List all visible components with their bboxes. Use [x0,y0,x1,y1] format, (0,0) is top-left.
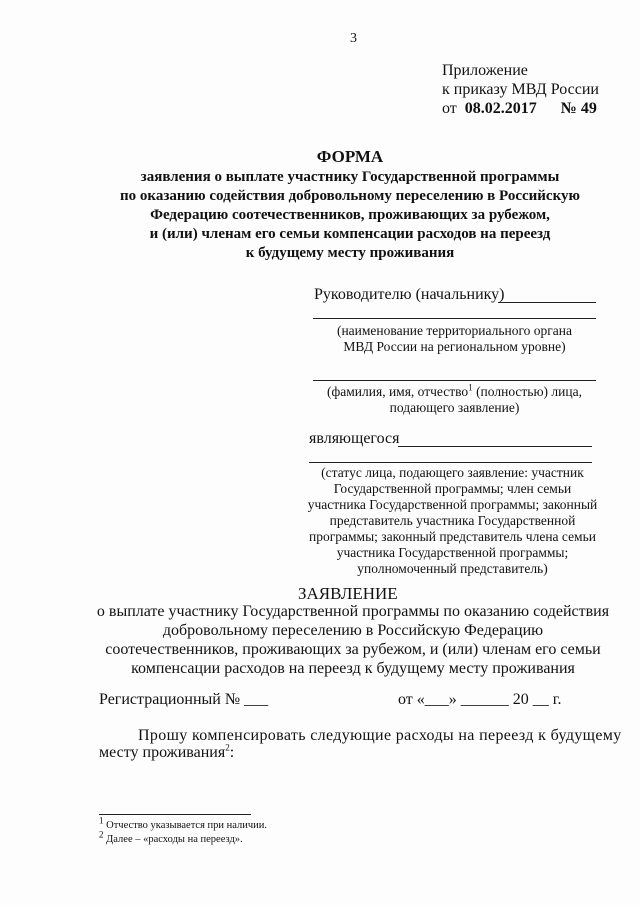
footnote-divider [99,814,251,815]
statement-line: соотечественников, проживающих за рубежом, и (или) членам его семьи [105,641,601,658]
request-line: Прошу компенсировать следующие расходы на переезд к будущему [138,727,622,744]
addressee-caption [313,323,596,355]
applicant-caption-line: подающего заявление) [389,400,520,415]
form-subtitle-line: заявления о выплате участнику Государственной программы [140,169,560,185]
appendix-number: № 49 [560,100,597,117]
form-subtitle-line: и (или) членам его семьи компенсации расходов на переезд [149,226,551,242]
appendix-date-line [442,100,597,118]
form-subtitle-line: Федерацию соотечественников, проживающих за рубежом, [150,207,550,223]
status-field-line[interactable] [309,462,592,463]
addressee-caption-line: МВД России на региональном уровне) [343,339,566,354]
registration-number [99,691,268,709]
registration-label: Регистрационный № [99,691,241,708]
form-subtitle-line: к будущему месту проживания [245,245,455,261]
appendix-title: Приложение [442,62,528,79]
statement-title: ЗАЯВЛЕНИЕ [298,584,398,603]
form-heading: ФОРМА [316,147,384,166]
status-caption [305,465,600,577]
applicant-caption-text: (фамилия, имя, отчество [327,384,469,399]
page-number: 3 [350,31,357,46]
applicant-caption [313,384,596,416]
status-caption-line: (статус лица, подающего заявление: участник [321,465,584,480]
applicant-caption-line [313,384,596,400]
footnote [99,829,243,845]
footnote-ref: 2 [225,742,230,753]
request-text: : [229,744,235,761]
request-line [99,744,234,762]
status-caption-line: участника Государственной программы; законный [307,497,598,512]
status-caption-line: программы; законный представитель члена семьи [308,529,596,544]
request-text: месту проживания [99,744,226,761]
status-field[interactable] [398,446,592,447]
statement-line: компенсации расходов на переезд к будущему месту проживания [131,660,575,677]
registration-blank[interactable]: ___ [244,691,269,708]
status-caption-line: участника Государственной программы; [336,545,569,560]
status-caption-line: представитель участника Государственной [329,513,576,528]
footnote-mark: 1 [99,815,104,826]
appendix-date-prefix: от [442,100,457,117]
applicant-caption-text: (полностью) лица, [472,384,582,399]
footnote [99,815,268,831]
form-subtitle-line: по оказанию содействия добровольному переселению в Российскую [120,188,580,204]
applicant-name-field[interactable] [313,380,596,381]
registration-date[interactable]: от «___» ______ 20 __ г. [398,691,562,708]
status-caption-line: Государственной программы; член семьи [333,481,572,496]
footnote-mark: 2 [99,829,104,840]
appendix-order: к приказу МВД России [442,81,599,98]
footnote-text: Далее – «расходы на переезд». [103,834,243,845]
statement-line: добровольному переселению в Российскую Федерацию [162,622,544,639]
footnote-text: Отчество указывается при наличии. [103,820,268,831]
addressee-field-line[interactable] [313,318,596,319]
statement-line: о выплате участнику Государственной программы по оказанию содействия [96,603,610,620]
addressee-label: Руководителю (начальнику) [314,286,505,303]
footnote-ref: 1 [468,382,473,393]
appendix-date: 08.02.2017 [464,100,537,117]
addressee-field[interactable] [498,302,596,303]
status-caption-line: уполномоченный представитель) [357,561,548,576]
addressee-caption-line: (наименование территориального органа [336,323,573,338]
status-label: являющегося [309,430,400,447]
